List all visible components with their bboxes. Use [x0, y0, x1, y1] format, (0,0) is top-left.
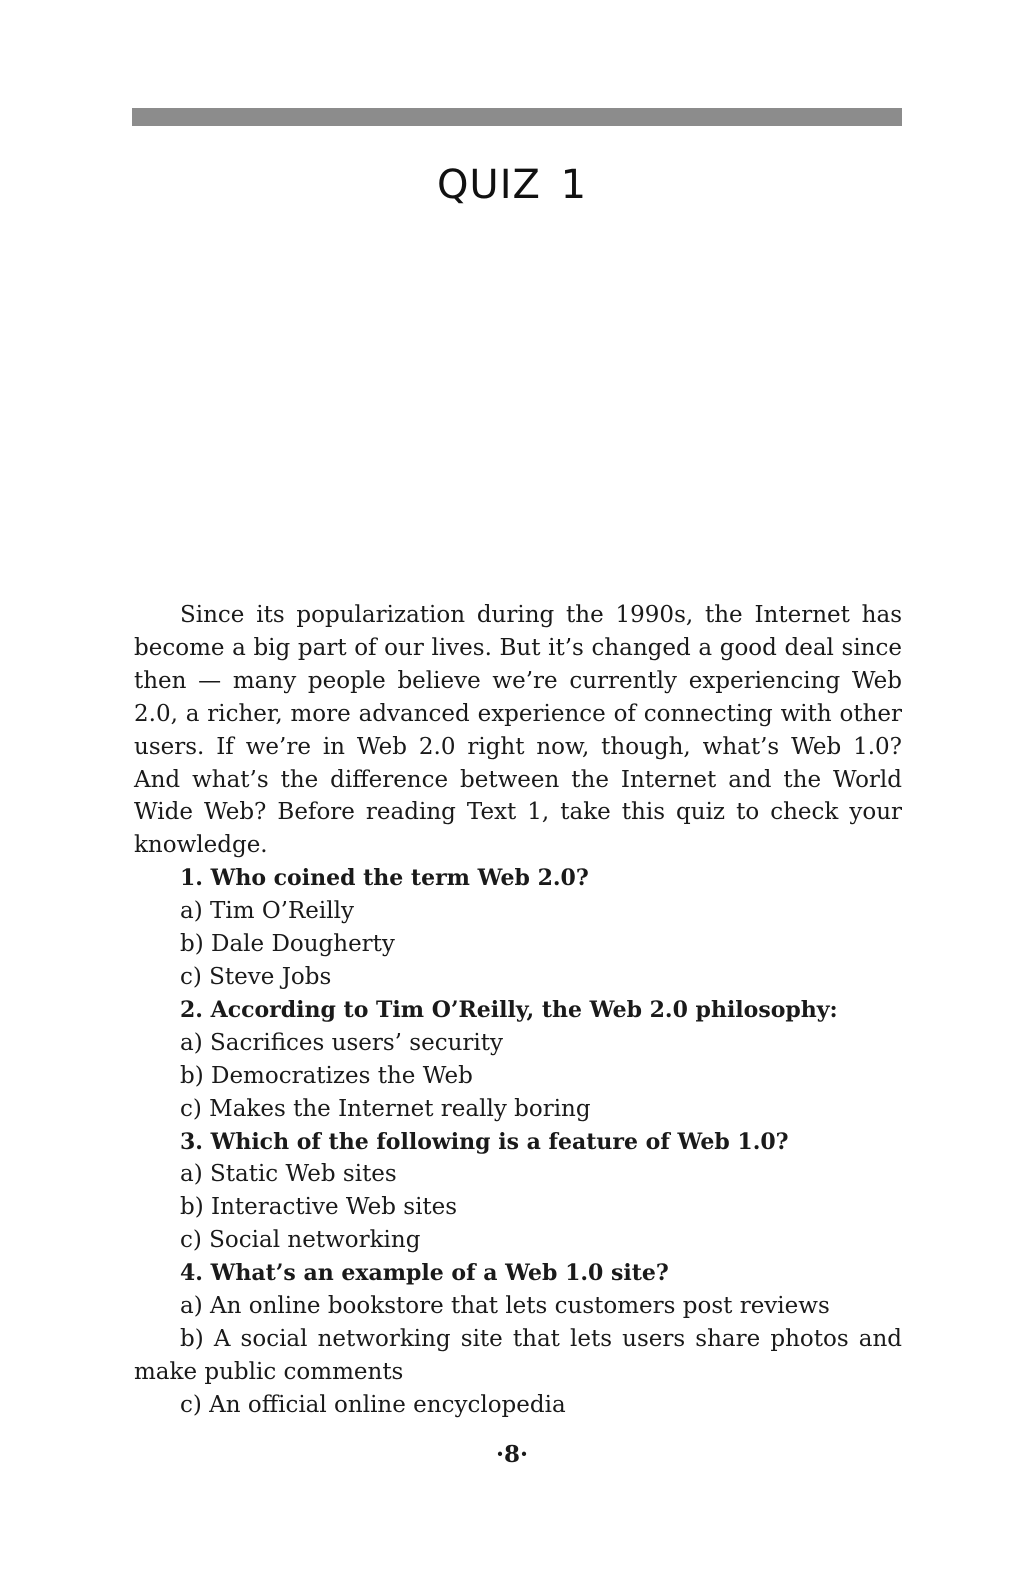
intro-paragraph: Since its popularization during the 1990s, the Internet has become a big part of our lives. But it’s changed a good deal since then — many people believe we’re currently experiencing Web 2.0, a richer, more advanced experience of connecting with other users. If we’re in Web 2.0 right now, though, what’s Web 1.0? And what’s the difference between the Internet and the World Wide Web? Before reading Text 1, take this quiz to check your knowledge.: [134, 602, 902, 859]
page-title: QUIZ 1: [436, 162, 588, 208]
question-4: 4. What’s an example of a Web 1.0 site?: [180, 1260, 669, 1287]
question-4-option-c: c) An official online encyclopedia: [180, 1391, 566, 1418]
question-4-option-b: b) A social networking site that lets users share photos and make public comments: [134, 1325, 902, 1385]
question-2-option-b: b) Democratizes the Web: [180, 1062, 473, 1089]
question-1: 1. Who coined the term Web 2.0?: [180, 865, 589, 892]
question-1-option-b: b) Dale Dougherty: [180, 931, 395, 958]
question-3-option-a: a) Static Web sites: [180, 1161, 397, 1188]
question-2: 2. According to Tim O’Reilly, the Web 2.0 philosophy:: [180, 996, 838, 1023]
page-number: ·8·: [495, 1441, 529, 1468]
content: [134, 599, 902, 1422]
top-rule: [132, 108, 902, 126]
question-3: 3. Which of the following is a feature of Web 1.0?: [180, 1128, 789, 1155]
question-3-option-b: b) Interactive Web sites: [180, 1194, 458, 1221]
question-4-option-a: a) An online bookstore that lets customers post reviews: [180, 1293, 830, 1320]
question-3-option-c: c) Social networking: [180, 1227, 421, 1254]
question-1-option-c: c) Steve Jobs: [180, 963, 332, 990]
question-2-option-c: c) Makes the Internet really boring: [180, 1095, 591, 1122]
question-list: [134, 862, 902, 1421]
question-2-option-a: a) Sacrifices users’ security: [180, 1029, 503, 1056]
question-1-option-a: a) Tim O’Reilly: [180, 898, 354, 925]
